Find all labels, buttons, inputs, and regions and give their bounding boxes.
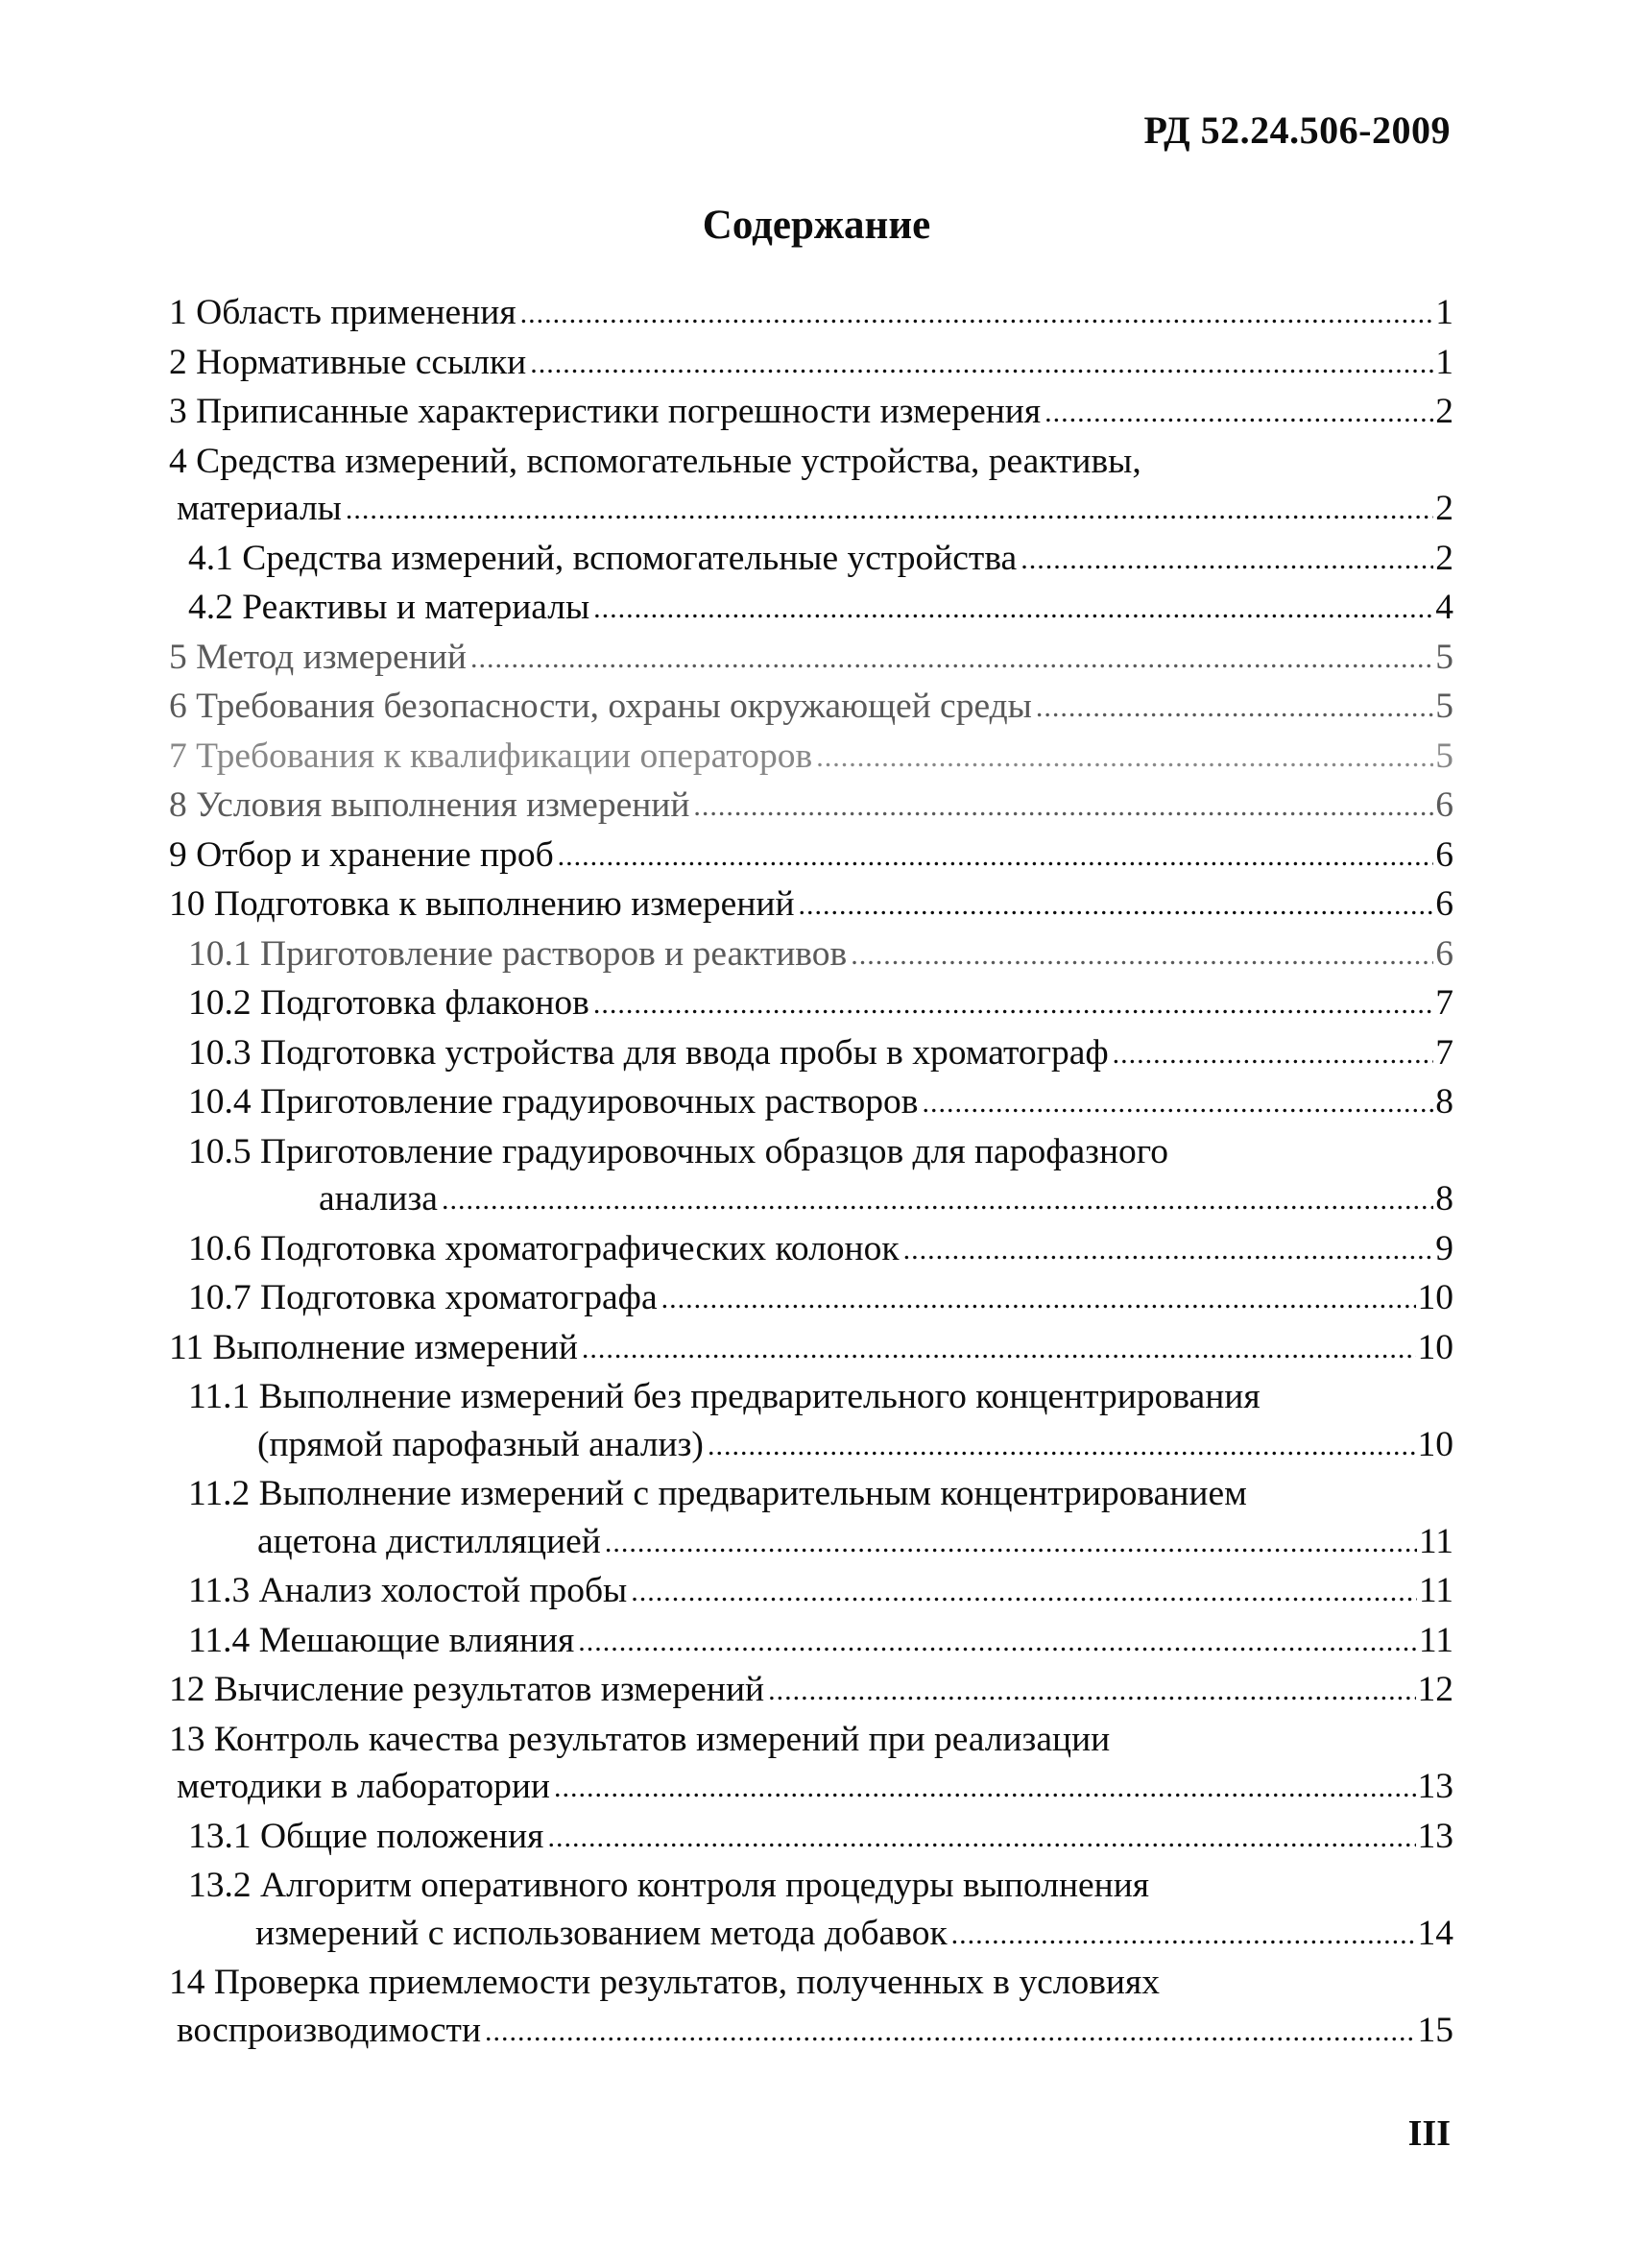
toc-entry-10-4[interactable] — [169, 1078, 1453, 1128]
toc-page-number: 11 — [1418, 1620, 1453, 1660]
toc-entry-label: 10.7 Подготовка хроматографа — [188, 1278, 658, 1317]
toc-page-number: 2 — [1435, 489, 1453, 528]
toc-entry-continuation: (прямой парофазный анализ) — [257, 1424, 704, 1464]
toc-entry-label: 14 Проверка приемлемости результатов, полученных в условиях — [169, 1963, 1160, 2002]
toc-page-number: 9 — [1435, 1228, 1453, 1268]
toc-page-number: 10 — [1417, 1327, 1453, 1367]
dot-leader — [1036, 682, 1433, 732]
toc-entry-label: 10 Подготовка к выполнению измерений — [169, 884, 795, 924]
toc-entry-label: 10.6 Подготовка хроматографических колонок — [188, 1228, 900, 1268]
toc-page-number: 13 — [1417, 1816, 1453, 1856]
toc-entry-4[interactable] — [169, 438, 1453, 535]
toc-entry-label: 2 Нормативные ссылки — [169, 342, 527, 382]
toc-entry-continuation: измерений с использованием метода добавок — [255, 1913, 948, 1953]
dot-leader — [1113, 1028, 1434, 1078]
toc-entry-12[interactable] — [169, 1666, 1453, 1716]
toc-entry-label: 4.1 Средства измерений, вспомогательные устройства — [188, 538, 1018, 578]
toc-entry-label: 10.2 Подготовка флаконов — [188, 983, 589, 1023]
toc-entry-10-2[interactable] — [169, 979, 1453, 1029]
dot-leader — [903, 1224, 1434, 1274]
dot-leader — [554, 1762, 1416, 1812]
toc-entry-11-2[interactable] — [169, 1470, 1453, 1567]
toc-entry-label: 9 Отбор и хранение проб — [169, 834, 554, 875]
dot-leader — [558, 831, 1434, 881]
toc-page-number: 5 — [1435, 736, 1453, 776]
toc-entry-13-1[interactable] — [169, 1813, 1453, 1863]
page-title: Содержание — [702, 203, 931, 248]
toc-page-number: 2 — [1435, 538, 1453, 578]
dot-leader — [799, 880, 1434, 929]
toc-page-number: 6 — [1435, 785, 1453, 825]
dot-leader — [442, 1174, 1433, 1224]
toc-entry-continuation: ацетона дистилляцией — [257, 1521, 601, 1561]
toc-page-number: 1 — [1435, 293, 1453, 332]
toc-page-number: 6 — [1435, 933, 1453, 974]
dot-leader — [922, 1077, 1433, 1127]
toc-entry-label: 11 Выполнение измерений — [169, 1327, 578, 1367]
toc-entry-11-1[interactable] — [169, 1373, 1453, 1470]
toc-page-number: 5 — [1435, 687, 1453, 726]
toc-entry-label: 5 Метод измерений — [169, 637, 467, 677]
toc-entry-continuation: воспроизводимости — [177, 2010, 482, 2050]
toc-page-number: 8 — [1435, 1082, 1453, 1122]
toc-entry-label: 12 Вычисление результатов измерений — [169, 1670, 765, 1709]
toc-entry-11-4[interactable] — [169, 1617, 1453, 1667]
dot-leader — [693, 781, 1433, 831]
toc-entry-continuation: методики в лаборатории — [177, 1767, 550, 1806]
toc-page-number: 14 — [1417, 1913, 1453, 1953]
toc-page-number: 7 — [1435, 983, 1453, 1023]
toc-entry-9[interactable] — [169, 832, 1453, 881]
toc-page-number: 6 — [1435, 834, 1453, 875]
toc-entry-label: 10.3 Подготовка устройства для ввода пробы в хроматограф — [188, 1032, 1109, 1073]
toc-entry-label: 4 Средства измерений, вспомогательные устройства, реактивы, — [169, 441, 1141, 481]
toc-page-number: 15 — [1417, 2010, 1453, 2050]
toc-page-number: 2 — [1435, 392, 1453, 431]
toc-entry-continuation: материалы — [177, 489, 342, 528]
toc-entry-8[interactable] — [169, 782, 1453, 832]
dot-leader — [1045, 387, 1433, 437]
toc-entry-10-3[interactable] — [169, 1029, 1453, 1079]
toc-page-number: 13 — [1417, 1767, 1453, 1806]
toc-entry-label: 10.5 Приготовление градуировочных образцов для парофазного — [188, 1131, 1168, 1171]
toc-entry-11[interactable] — [169, 1324, 1453, 1374]
toc-page-number: 6 — [1435, 884, 1453, 924]
toc-entry-10-6[interactable] — [169, 1225, 1453, 1275]
dot-leader — [851, 929, 1433, 979]
toc-page-number: 8 — [1435, 1179, 1453, 1218]
dot-leader — [346, 484, 1433, 534]
dot-leader — [768, 1665, 1415, 1715]
toc-page-number: 10 — [1417, 1424, 1453, 1464]
toc-entry-10-7[interactable] — [169, 1274, 1453, 1324]
dot-leader — [547, 1812, 1415, 1862]
toc-page-number: 11 — [1418, 1521, 1453, 1561]
toc-entry-label: 13.2 Алгоритм оперативного контроля процедуры выполнения — [188, 1866, 1150, 1905]
toc-entry-label: 11.2 Выполнение измерений с предварительным концентрированием — [188, 1474, 1247, 1513]
toc-page-number: 1 — [1435, 342, 1453, 382]
toc-entry-label: 11.1 Выполнение измерений без предварительного концентрирования — [188, 1377, 1261, 1416]
dot-leader — [520, 288, 1434, 338]
toc-entry-4-2[interactable] — [169, 584, 1453, 634]
toc-entry-6[interactable] — [169, 683, 1453, 733]
dot-leader — [530, 338, 1433, 388]
dot-leader — [470, 633, 1433, 683]
dot-leader — [593, 978, 1433, 1028]
toc-entry-label: 3 Приписанные характеристики погрешности измерения — [169, 392, 1042, 431]
toc-entry-label: 11.3 Анализ холостой пробы — [188, 1571, 628, 1610]
dot-leader — [708, 1420, 1416, 1470]
toc-page-number: 12 — [1417, 1670, 1453, 1709]
toc-entry-11-3[interactable] — [169, 1567, 1453, 1617]
dot-leader — [593, 583, 1433, 633]
toc-page-number: 7 — [1435, 1032, 1453, 1073]
dot-leader — [661, 1273, 1416, 1323]
toc-page-number: 10 — [1417, 1278, 1453, 1317]
dot-leader — [951, 1909, 1416, 1959]
toc-entry-label: 1 Область применения — [169, 293, 516, 332]
dot-leader — [1021, 534, 1433, 584]
dot-leader — [582, 1323, 1416, 1373]
toc-entry-10[interactable] — [169, 881, 1453, 930]
dot-leader — [631, 1566, 1417, 1616]
toc-entry-label: 4.2 Реактивы и материалы — [188, 588, 590, 627]
toc-entry-3[interactable] — [169, 388, 1453, 438]
toc-entry-10-1[interactable] — [169, 930, 1453, 980]
toc-entry-7[interactable] — [169, 733, 1453, 783]
toc-entry-2[interactable] — [169, 339, 1453, 389]
toc-entry-14[interactable] — [169, 1959, 1453, 2056]
toc-page-number: 11 — [1418, 1571, 1453, 1610]
dot-leader — [578, 1616, 1417, 1666]
toc-entry-label: 13 Контроль качества результатов измерений при реализации — [169, 1719, 1111, 1759]
toc-entry-label: 7 Требования к квалификации операторов — [169, 736, 813, 776]
toc-entry-10-5[interactable] — [169, 1128, 1453, 1225]
document-code: РД 52.24.506-2009 — [1143, 109, 1451, 152]
table-of-contents — [169, 289, 1453, 2056]
toc-entry-13-2[interactable] — [169, 1862, 1453, 1959]
toc-page-number: 4 — [1435, 588, 1453, 627]
toc-entry-label: 10.4 Приготовление градуировочных растворов — [188, 1082, 919, 1122]
toc-entry-label: 11.4 Мешающие влияния — [188, 1620, 575, 1660]
toc-entry-label: 13.1 Общие положения — [188, 1816, 544, 1856]
toc-entry-5[interactable] — [169, 634, 1453, 684]
page-number: III — [1407, 2113, 1451, 2154]
toc-entry-label: 10.1 Приготовление растворов и реактивов — [188, 933, 848, 974]
dot-leader — [605, 1517, 1417, 1567]
toc-entry-13[interactable] — [169, 1716, 1453, 1813]
toc-page-number: 5 — [1435, 637, 1453, 677]
toc-entry-label: 8 Условия выполнения измерений — [169, 785, 690, 825]
dot-leader — [816, 732, 1433, 782]
toc-entry-1[interactable] — [169, 289, 1453, 339]
toc-entry-4-1[interactable] — [169, 535, 1453, 585]
toc-entry-continuation: анализа — [319, 1179, 438, 1218]
dot-leader — [485, 2006, 1415, 2056]
toc-entry-label: 6 Требования безопасности, охраны окружающей среды — [169, 687, 1032, 726]
